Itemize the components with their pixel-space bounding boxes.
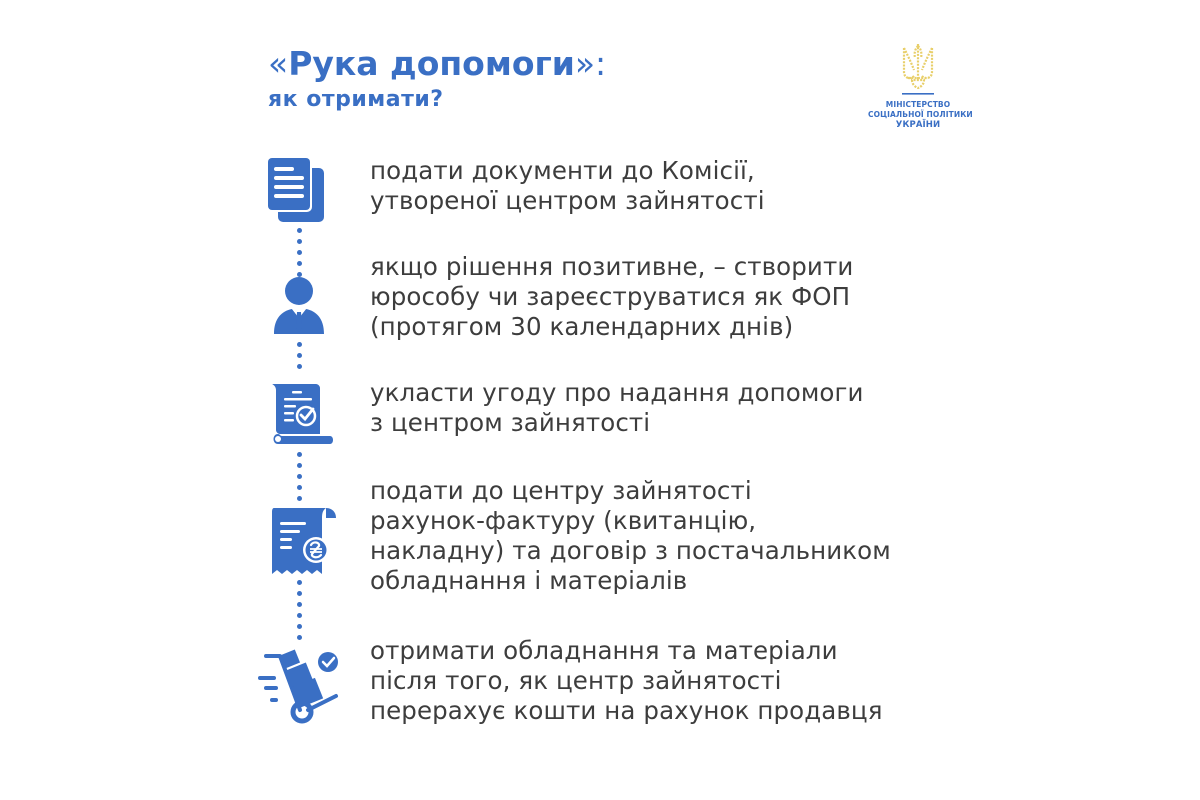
step-line: накладну) та договір з постачальником — [370, 536, 891, 565]
step-line: утвореної центром зайнятості — [370, 186, 765, 215]
step-connector — [296, 342, 302, 375]
documents-icon — [266, 156, 328, 224]
step-connector — [296, 580, 302, 646]
step-1-text — [370, 156, 765, 216]
page-title — [268, 44, 606, 114]
step-line: рахунок-фактуру (квитанцію, — [370, 506, 757, 535]
step-line: якщо рішення позитивне, – створити — [370, 252, 854, 281]
step-4-text — [370, 476, 891, 596]
title-subtitle: як отримати? — [268, 87, 444, 112]
ministry-logo — [868, 40, 973, 130]
title-program-name: Рука допомоги — [288, 44, 575, 83]
step-line: подати документи до Комісії, — [370, 156, 755, 185]
title-main — [268, 44, 606, 84]
step-line: укласти угоду про надання допомоги — [370, 378, 864, 407]
step-2-text — [370, 252, 853, 342]
step-line: з центром зайнятості — [370, 408, 651, 437]
step-line: перерахує кошти на рахунок продавця — [370, 696, 883, 725]
quote-close: »: — [574, 44, 607, 83]
invoice-hryvnia-icon — [268, 506, 338, 576]
step-3-text — [370, 378, 864, 438]
step-5-text — [370, 636, 883, 726]
ministry-name — [868, 100, 973, 130]
ministry-name-line2: СОЦІАЛЬНОЇ ПОЛІТИКИ — [868, 110, 973, 119]
step-line: обладнання і матеріалів — [370, 566, 688, 595]
ministry-name-line1: МІНІСТЕРСТВО — [885, 100, 951, 109]
businessman-icon — [272, 276, 326, 336]
agreement-scroll-check-icon — [268, 382, 336, 448]
step-line: подати до центру зайнятості — [370, 476, 752, 505]
step-line: після того, як центр зайнятості — [370, 666, 782, 695]
quote-open: « — [268, 44, 289, 83]
step-line: юрособу чи зареєструватися як ФОП — [370, 282, 851, 311]
step-line: отримати обладнання та матеріали — [370, 636, 838, 665]
trident-coat-of-arms-icon — [898, 40, 938, 96]
step-connector — [296, 452, 302, 507]
hand-truck-delivery-icon — [256, 646, 340, 726]
ministry-name-line3: УКРАЇНИ — [895, 120, 941, 130]
step-line: (протягом 30 календарних днів) — [370, 312, 794, 341]
step-connector — [296, 228, 302, 283]
